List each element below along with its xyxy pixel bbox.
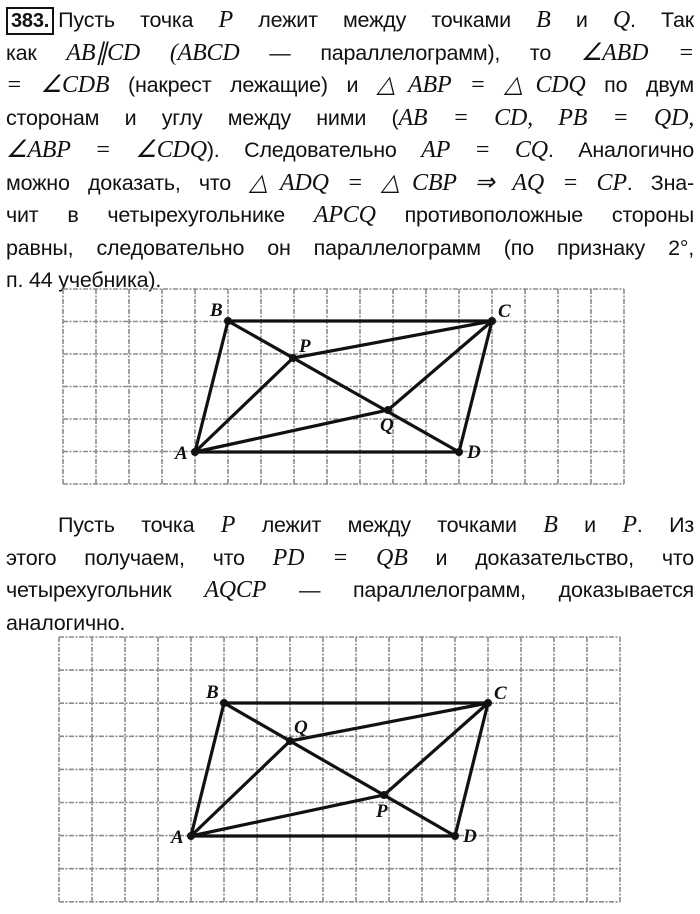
text-run: противоположные стороны — [375, 203, 694, 227]
text-run: (накрест лежащие) и — [109, 73, 377, 97]
point-label-D: D — [467, 442, 481, 463]
text-run: этого получаем, что — [6, 545, 273, 570]
text-run: и доказательство, что — [407, 545, 694, 570]
math-expression: AQCP — [204, 577, 267, 603]
text-run: аналогично. — [6, 610, 126, 635]
text-run: . Из — [636, 513, 694, 537]
point-A — [187, 832, 195, 840]
math-expression: AB = CD, PB = QD, — [398, 104, 694, 131]
math-expression: ∠ABP = ∠CDQ — [6, 137, 207, 163]
text-run: можно доказать, что — [6, 170, 250, 195]
text-run: Пусть точка — [58, 8, 219, 32]
point-label-Q: Q — [294, 717, 308, 738]
math-expression: AP = CQ — [421, 137, 548, 163]
point-C — [484, 699, 492, 707]
text-run: чит в четырехугольнике — [6, 203, 314, 227]
text-run: и — [557, 513, 623, 537]
point-label-A: A — [175, 443, 188, 464]
point-Q — [286, 737, 294, 745]
math-expression: △ABP = △CDQ — [376, 72, 586, 98]
text-run: лежит между точками — [235, 513, 544, 537]
math-expression: ∠ABD = — [580, 39, 695, 66]
math-expression: Q — [612, 7, 631, 33]
segment-PC — [384, 703, 488, 795]
text-run: Пусть точка — [58, 513, 221, 537]
text-run: сторонам и углу между ними ( — [6, 105, 399, 130]
text-run: . Зна- — [626, 170, 694, 195]
text-run: как — [6, 40, 67, 65]
math-expression: APCQ — [313, 202, 376, 228]
point-B — [220, 699, 228, 707]
text-run: лежит между точками — [232, 8, 537, 32]
point-label-D: D — [463, 826, 477, 847]
point-D — [451, 832, 459, 840]
text-run: — параллелограмм, доказывается — [266, 578, 694, 602]
problem-number: 383. — [6, 7, 54, 35]
text-run: . Так — [630, 8, 694, 32]
segment-AP — [191, 795, 384, 836]
point-label-A: A — [171, 827, 184, 848]
point-label-C: C — [498, 301, 511, 322]
math-expression: B — [536, 7, 551, 33]
math-expression: = ∠CDB — [6, 72, 110, 98]
text-run: по двум — [585, 73, 695, 97]
point-label-C: C — [494, 683, 507, 704]
math-expression: P — [218, 7, 233, 33]
text-run: . Аналогично — [547, 138, 694, 162]
text-run: четырехугольник — [6, 578, 205, 602]
point-label-Q: Q — [380, 415, 394, 436]
text-run: п. 44 учебника). — [6, 268, 162, 292]
text-run: и — [550, 8, 613, 32]
math-expression: △ADQ = △CBP ⇒ AQ = CP — [249, 169, 627, 196]
point-label-B: B — [206, 682, 219, 703]
text-run: равны, следовательно он параллелограмм (по признаку 2°, — [6, 235, 694, 260]
point-label-P: P — [299, 336, 311, 357]
math-expression: P — [220, 512, 236, 538]
text-run: — параллелограмм), то — [239, 40, 581, 65]
math-expression: PD = QB — [272, 544, 408, 571]
math-expression: AB∥CD (ABCD — [66, 39, 240, 66]
text-run: ). Следовательно — [206, 138, 422, 162]
math-expression: B — [543, 512, 558, 538]
point-P — [380, 791, 388, 799]
point-label-B: B — [210, 300, 223, 321]
segment-AQ — [191, 741, 290, 836]
math-expression: P — [622, 512, 637, 538]
point-label-P: P — [376, 801, 388, 822]
